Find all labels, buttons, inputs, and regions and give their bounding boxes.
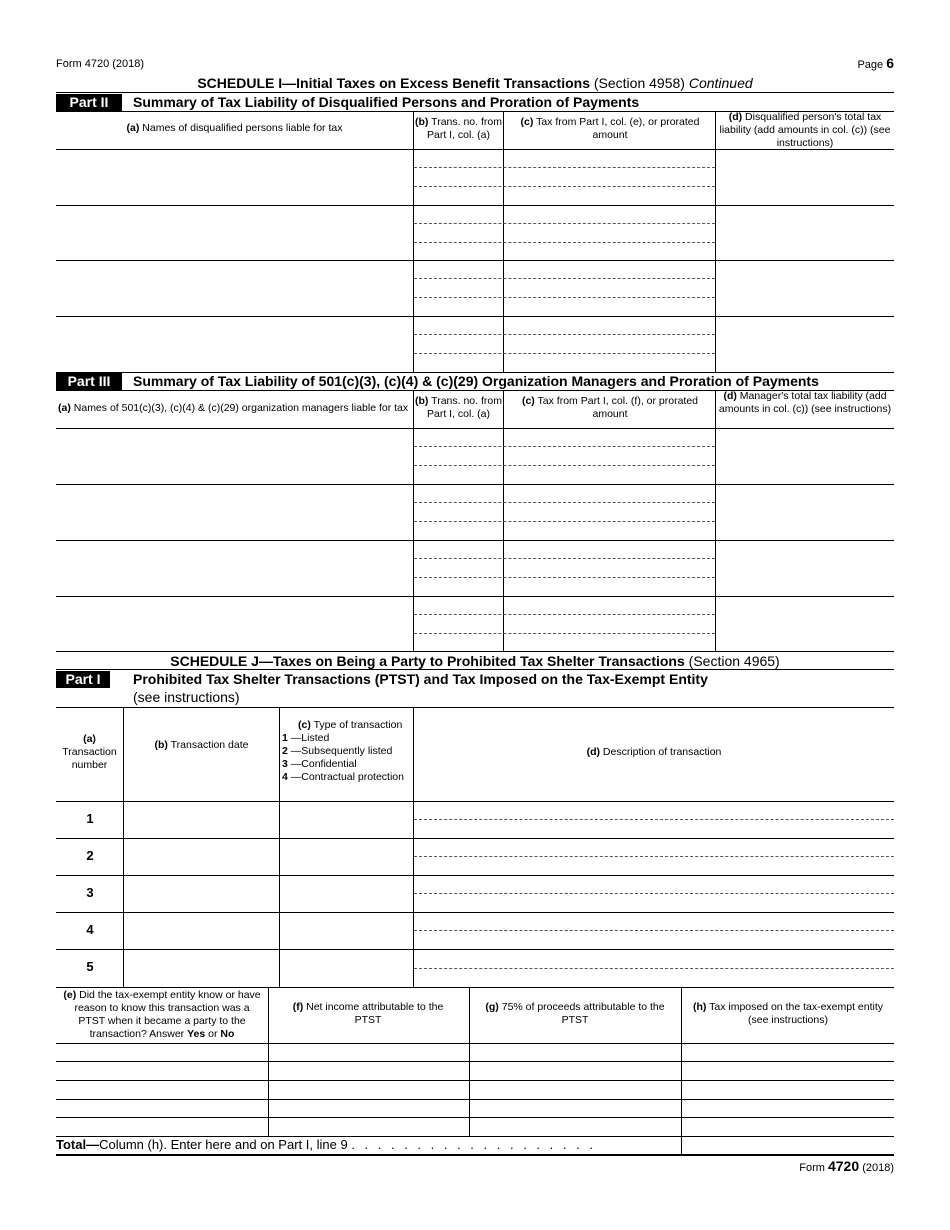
transaction-type-option: 2 —Subsequently listed bbox=[282, 745, 393, 757]
transaction-type-option: 4 —Contractual protection bbox=[282, 771, 404, 783]
total-col-h-input[interactable] bbox=[682, 1137, 894, 1155]
j-col-c-header: (c) Type of transaction 1 —Listed 2 —Subsequently listed 3 —Confidential 4 —Contractual protection bbox=[282, 719, 414, 784]
j-col-h-header: (h) Tax imposed on the tax-exempt entity (see instructions) bbox=[692, 1001, 884, 1026]
part-i-subtitle: (see instructions) bbox=[133, 689, 240, 705]
schedule-j-title: SCHEDULE J—Taxes on Being a Party to Prohibited Tax Shelter Transactions (Section 4965) bbox=[170, 653, 780, 669]
transaction-row-number: 5 bbox=[86, 959, 94, 974]
transaction-row-number: 3 bbox=[86, 885, 94, 900]
part-iii-tag: Part III bbox=[56, 373, 122, 390]
form-footer: Form 4720 (2018) bbox=[799, 1158, 894, 1174]
p3-col-a-header: (a) Names of 501(c)(3), (c)(4) & (c)(29) organization managers liable for tax bbox=[58, 402, 409, 414]
j-col-f-header: (f) Net income attributable to the PTST bbox=[292, 1001, 444, 1026]
j-col-e-header: (e) Did the tax-exempt entity know or have reason to know this transaction was a PTST when it became a party to the transaction? Answer Yes or No bbox=[63, 989, 261, 1040]
p2-col-d-header: (d) Disqualified person's total tax liability (add amounts in col. (c)) (see instructions) bbox=[719, 111, 891, 149]
total-row-label: Total—Column (h). Enter here and on Part I, line 9 . . . . . . . . . . . . . . . . . . . bbox=[56, 1137, 596, 1152]
j-col-a-header: (a) Transaction number bbox=[62, 733, 117, 771]
part-i-title: Prohibited Tax Shelter Transactions (PTST) and Tax Imposed on the Tax-Exempt Entity bbox=[133, 671, 708, 687]
p2-col-b-header: (b) Trans. no. from Part I, col. (a) bbox=[415, 116, 502, 141]
p3-col-d-header: (d) Manager's total tax liability (add amounts in col. (c)) (see instructions) bbox=[718, 390, 892, 415]
p3-col-b-header: (b) Trans. no. from Part I, col. (a) bbox=[415, 395, 502, 420]
p2-col-c-header: (c) Tax from Part I, col. (e), or prorated amount bbox=[520, 116, 700, 141]
j-col-g-header: (g) 75% of proceeds attributable to the PTST bbox=[485, 1001, 665, 1026]
part-ii-title: Summary of Tax Liability of Disqualified Persons and Proration of Payments bbox=[133, 94, 640, 110]
part-iii-title: Summary of Tax Liability of 501(c)(3), (c)(4) & (c)(29) Organization Managers and Proration of Payments bbox=[133, 373, 819, 389]
part-i-tag: Part I bbox=[56, 671, 110, 688]
transaction-row-number: 1 bbox=[86, 811, 94, 826]
transaction-type-option: 1 —Listed bbox=[282, 732, 330, 744]
transaction-row-number: 4 bbox=[86, 922, 94, 937]
form-id: Form 4720 (2018) bbox=[56, 58, 145, 70]
p2-col-a-header: (a) Names of disqualified persons liable for tax bbox=[126, 122, 343, 134]
j-col-b-header: (b) Transaction date bbox=[154, 739, 249, 751]
transaction-row-number: 2 bbox=[86, 848, 94, 863]
schedule-i-title: SCHEDULE I—Initial Taxes on Excess Benefit Transactions (Section 4958) Continued bbox=[197, 75, 753, 91]
j-col-d-header: (d) Description of transaction bbox=[586, 746, 722, 758]
page-number: Page 6 bbox=[857, 55, 894, 71]
transaction-type-option: 3 —Confidential bbox=[282, 758, 357, 770]
p3-col-c-header: (c) Tax from Part I, col. (f), or prorated amount bbox=[521, 395, 699, 420]
part-ii-tag: Part II bbox=[56, 94, 122, 111]
